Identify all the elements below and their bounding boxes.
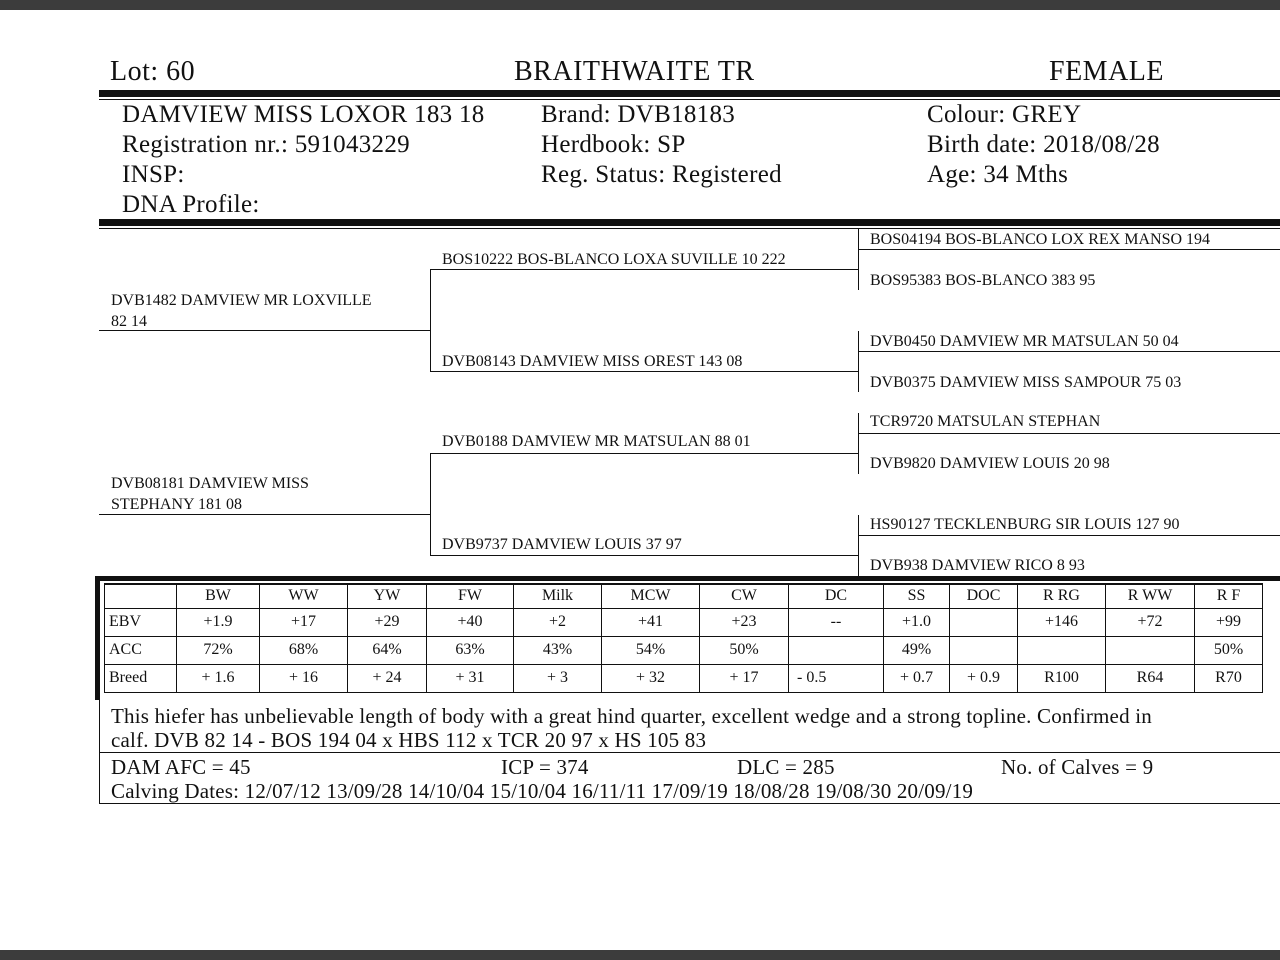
pedigree-line <box>430 371 858 372</box>
pedigree-line <box>99 330 430 331</box>
acc-cell: 68% <box>260 636 348 664</box>
ebv-col-header: WW <box>260 584 348 608</box>
pedigree-sire-line2: 82 14 <box>111 313 147 330</box>
breed-cell: + 1.6 <box>177 664 260 692</box>
calves-count: No. of Calves = 9 <box>1001 755 1154 779</box>
header-rule-thin <box>99 99 1280 100</box>
ebv-header-row <box>105 584 1263 608</box>
pedigree-line <box>858 249 1280 250</box>
comment-line2: calf. DVB 82 14 - BOS 194 04 x HBS 112 x TCR 20 97 x HS 105 83 <box>111 728 707 752</box>
ebv-left-rule <box>95 576 100 700</box>
comment-bottom-rule <box>99 752 1280 753</box>
footer-bottom-rule <box>99 803 1280 804</box>
breed-cell: R64 <box>1106 664 1195 692</box>
header-rule <box>99 90 1280 97</box>
ebv-top-rule <box>95 576 1280 581</box>
pedigree-line <box>858 413 859 474</box>
acc-cell: 54% <box>602 636 700 664</box>
pedigree-line <box>430 453 858 454</box>
pedigree-dd: DVB0375 DAMVIEW MISS SAMPOUR 75 03 <box>870 374 1182 391</box>
pedigree-dss: TCR9720 MATSULAN STEPHAN <box>870 413 1101 430</box>
pedigree-line <box>858 433 1280 434</box>
pedigree-sire-line1: DVB1482 DAMVIEW MR LOXVILLE <box>111 292 372 309</box>
ebv-cell: +29 <box>348 608 427 636</box>
pedigree-sire-dam: DVB08143 DAMVIEW MISS OREST 143 08 <box>442 353 743 370</box>
pedigree-dam-sire: DVB0188 DAMVIEW MR MATSULAN 88 01 <box>442 433 751 450</box>
acc-cell <box>950 636 1018 664</box>
animal-name: DAMVIEW MISS LOXOR 183 18 <box>122 101 485 128</box>
pedigree-ddd: DVB938 DAMVIEW RICO 8 93 <box>870 557 1085 574</box>
ebv-col-header: MCW <box>602 584 700 608</box>
ebv-row <box>105 608 1263 636</box>
breed-cell: + 3 <box>514 664 602 692</box>
ebv-col-header: DOC <box>950 584 1018 608</box>
pedigree-line <box>430 269 431 371</box>
breed-cell: + 32 <box>602 664 700 692</box>
icp: ICP = 374 <box>501 755 589 779</box>
ebv-col-header: BW <box>177 584 260 608</box>
ebv-col-header: YW <box>348 584 427 608</box>
birth-date: Birth date: 2018/08/28 <box>927 131 1160 158</box>
pedigree-dam-dam: DVB9737 DAMVIEW LOUIS 37 97 <box>442 536 682 553</box>
pedigree-line <box>858 229 859 290</box>
ebv-cell: -- <box>789 608 884 636</box>
ebv-cell: +41 <box>602 608 700 636</box>
registration-number: Registration nr.: 591043229 <box>122 131 410 158</box>
dam-afc: DAM AFC = 45 <box>111 755 251 779</box>
ebv-cell: +17 <box>260 608 348 636</box>
comment-line1: This hiefer has unbelievable length of body with a great hind quarter, excellent wedge and a strong topline. Confirmed in <box>111 704 1152 728</box>
brand: Brand: DVB18183 <box>541 101 736 128</box>
breed-row <box>105 664 1263 692</box>
acc-row <box>105 636 1263 664</box>
ebv-row-label: Breed <box>105 664 177 692</box>
pedigree-sire-sire: BOS10222 BOS-BLANCO LOXA SUVILLE 10 222 <box>442 251 786 268</box>
pedigree-line <box>430 555 858 556</box>
ebv-col-header: R RG <box>1018 584 1106 608</box>
pedigree-top-rule <box>99 219 1280 226</box>
ebv-row-label: ACC <box>105 636 177 664</box>
ebv-cell: +1.0 <box>884 608 950 636</box>
ebv-row-label: EBV <box>105 608 177 636</box>
ebv-cell: +40 <box>427 608 514 636</box>
breed-cell: - 0.5 <box>789 664 884 692</box>
pedigree-dam-line1: DVB08181 DAMVIEW MISS <box>111 475 309 492</box>
top-frame-bar <box>0 0 1280 10</box>
ebv-col-header: R WW <box>1106 584 1195 608</box>
acc-cell: 49% <box>884 636 950 664</box>
pedigree-line <box>858 515 859 576</box>
colour: Colour: GREY <box>927 101 1082 128</box>
acc-cell: 72% <box>177 636 260 664</box>
acc-cell <box>1018 636 1106 664</box>
animal-sex: FEMALE <box>1049 56 1164 87</box>
acc-cell <box>789 636 884 664</box>
ebv-cell: +146 <box>1018 608 1106 636</box>
breed-cell: + 16 <box>260 664 348 692</box>
acc-cell <box>1106 636 1195 664</box>
pedigree-line <box>858 351 1280 352</box>
lot-number: Lot: 60 <box>110 56 196 87</box>
dna-profile-label: DNA Profile: <box>122 191 260 218</box>
ebv-cell: +23 <box>700 608 789 636</box>
pedigree-ss: BOS04194 BOS-BLANCO LOX REX MANSO 194 <box>870 231 1211 248</box>
herdbook: Herdbook: SP <box>541 131 686 158</box>
ebv-cell: +1.9 <box>177 608 260 636</box>
breed-cell: R70 <box>1195 664 1263 692</box>
acc-cell: 64% <box>348 636 427 664</box>
pedigree-line <box>430 453 431 555</box>
breed-cell: + 0.7 <box>884 664 950 692</box>
reg-status: Reg. Status: Registered <box>541 161 782 188</box>
pedigree-top-rule-thin <box>99 228 1280 229</box>
pedigree-ds: DVB0450 DAMVIEW MR MATSULAN 50 04 <box>870 333 1179 350</box>
pedigree-dsd: DVB9820 DAMVIEW LOUIS 20 98 <box>870 455 1110 472</box>
age: Age: 34 Mths <box>927 161 1069 188</box>
breed-cell: R100 <box>1018 664 1106 692</box>
breed-cell: + 24 <box>348 664 427 692</box>
breed-cell: + 31 <box>427 664 514 692</box>
pedigree-line <box>430 269 858 270</box>
pedigree-line <box>99 514 430 515</box>
pedigree-line <box>858 331 859 392</box>
ebv-col-header: Milk <box>514 584 602 608</box>
ebv-col-header: FW <box>427 584 514 608</box>
dlc: DLC = 285 <box>737 755 835 779</box>
ebv-col-header: CW <box>700 584 789 608</box>
acc-cell: 50% <box>700 636 789 664</box>
pedigree-line <box>858 535 1280 536</box>
ebv-col-header: SS <box>884 584 950 608</box>
seller-name: BRAITHWAITE TR <box>514 56 755 87</box>
bottom-frame-bar <box>0 950 1280 960</box>
ebv-cell <box>950 608 1018 636</box>
calving-dates: Calving Dates: 12/07/12 13/09/28 14/10/04 15/10/04 16/11/11 17/09/19 18/08/28 19/08/30 20/09/19 <box>111 779 974 803</box>
ebv-table <box>104 583 1263 693</box>
pedigree-sd: BOS95383 BOS-BLANCO 383 95 <box>870 272 1096 289</box>
acc-cell: 43% <box>514 636 602 664</box>
acc-cell: 63% <box>427 636 514 664</box>
ebv-cell: +72 <box>1106 608 1195 636</box>
pedigree-dam-line2: STEPHANY 181 08 <box>111 496 242 513</box>
breed-cell: + 0.9 <box>950 664 1018 692</box>
insp-label: INSP: <box>122 161 185 188</box>
ebv-col-header: R F <box>1195 584 1263 608</box>
breed-cell: + 17 <box>700 664 789 692</box>
ebv-cell: +99 <box>1195 608 1263 636</box>
ebv-cell: +2 <box>514 608 602 636</box>
acc-cell: 50% <box>1195 636 1263 664</box>
ebv-corner-cell <box>105 584 177 608</box>
pedigree-dds: HS90127 TECKLENBURG SIR LOUIS 127 90 <box>870 516 1180 533</box>
ebv-col-header: DC <box>789 584 884 608</box>
